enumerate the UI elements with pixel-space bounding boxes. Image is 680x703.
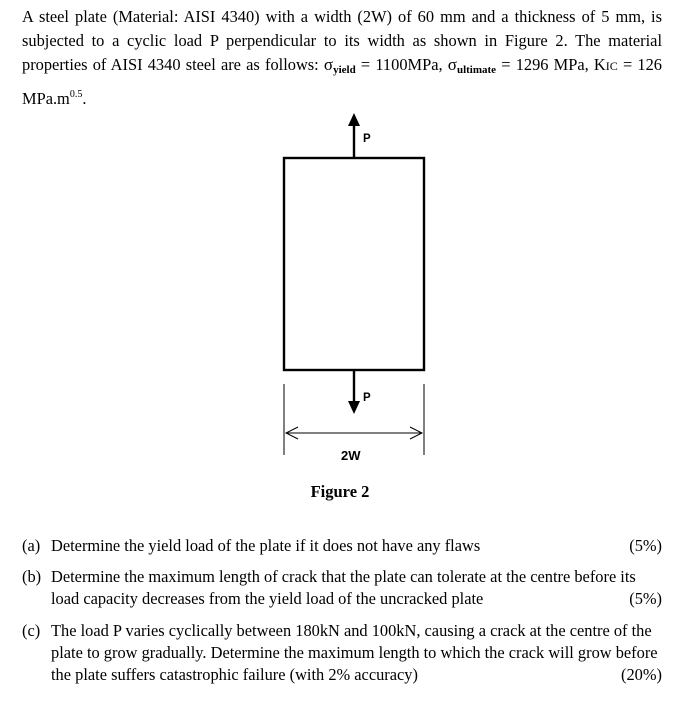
intro-end: . (82, 88, 87, 108)
question-c (22, 620, 662, 686)
width-label: 2W (341, 448, 361, 463)
kic-exponent: 0.5 (69, 88, 83, 100)
yield-value: = 1100MPa, (355, 55, 448, 75)
kic-subscript: IC (605, 59, 618, 74)
top-load-label: P (363, 133, 371, 145)
question-b-text: Determine the maximum length of crack that the plate can tolerate at the centre before its load capacity decreases from the yield load of the uncracked plate (51, 567, 636, 608)
sigma-symbol: σ (323, 55, 334, 75)
sigma-symbol-2: σ (447, 55, 457, 75)
question-a-text: Determine the yield load of the plate if it does not have any flaws (51, 536, 481, 555)
ultimate-subscript: ultimate (456, 64, 497, 77)
question-c-marks: (20%) (621, 665, 662, 684)
question-a-marks: (5%) (629, 536, 662, 555)
question-b-marks: (5%) (629, 589, 662, 608)
kic-value: = 126 MPa.m (22, 55, 662, 108)
question-b-label: (b) (22, 567, 42, 586)
figure-caption: Figure 2 (310, 482, 370, 501)
question-c-text: The load P varies cyclically between 180kN and 100kN, causing a crack at the centre of the plate to grow gradually. Determine the maximum length to which the crack will grow before the plate suffers catastrophic failure (with 2% accuracy) (51, 621, 658, 684)
top-load-arrow (348, 113, 360, 158)
bottom-load-arrow (348, 370, 360, 414)
intro-text: A steel plate (Material: AISI 4340) with a width (2W) of 60 mm and a thickness of 5 mm, is subjected to a cyclic load P perpendicular to its width as shown in Figure 2. The material properties of AISI 4340 steel are as follows: (22, 7, 662, 75)
question-b (22, 566, 662, 610)
bottom-load-label: P (363, 392, 371, 404)
question-a-label: (a) (22, 536, 41, 555)
ultimate-value: = 1296 MPa, K (496, 55, 606, 75)
steel-plate (284, 158, 424, 370)
question-a (22, 535, 662, 557)
question-c-label: (c) (22, 621, 41, 640)
yield-subscript: yield (333, 64, 356, 77)
